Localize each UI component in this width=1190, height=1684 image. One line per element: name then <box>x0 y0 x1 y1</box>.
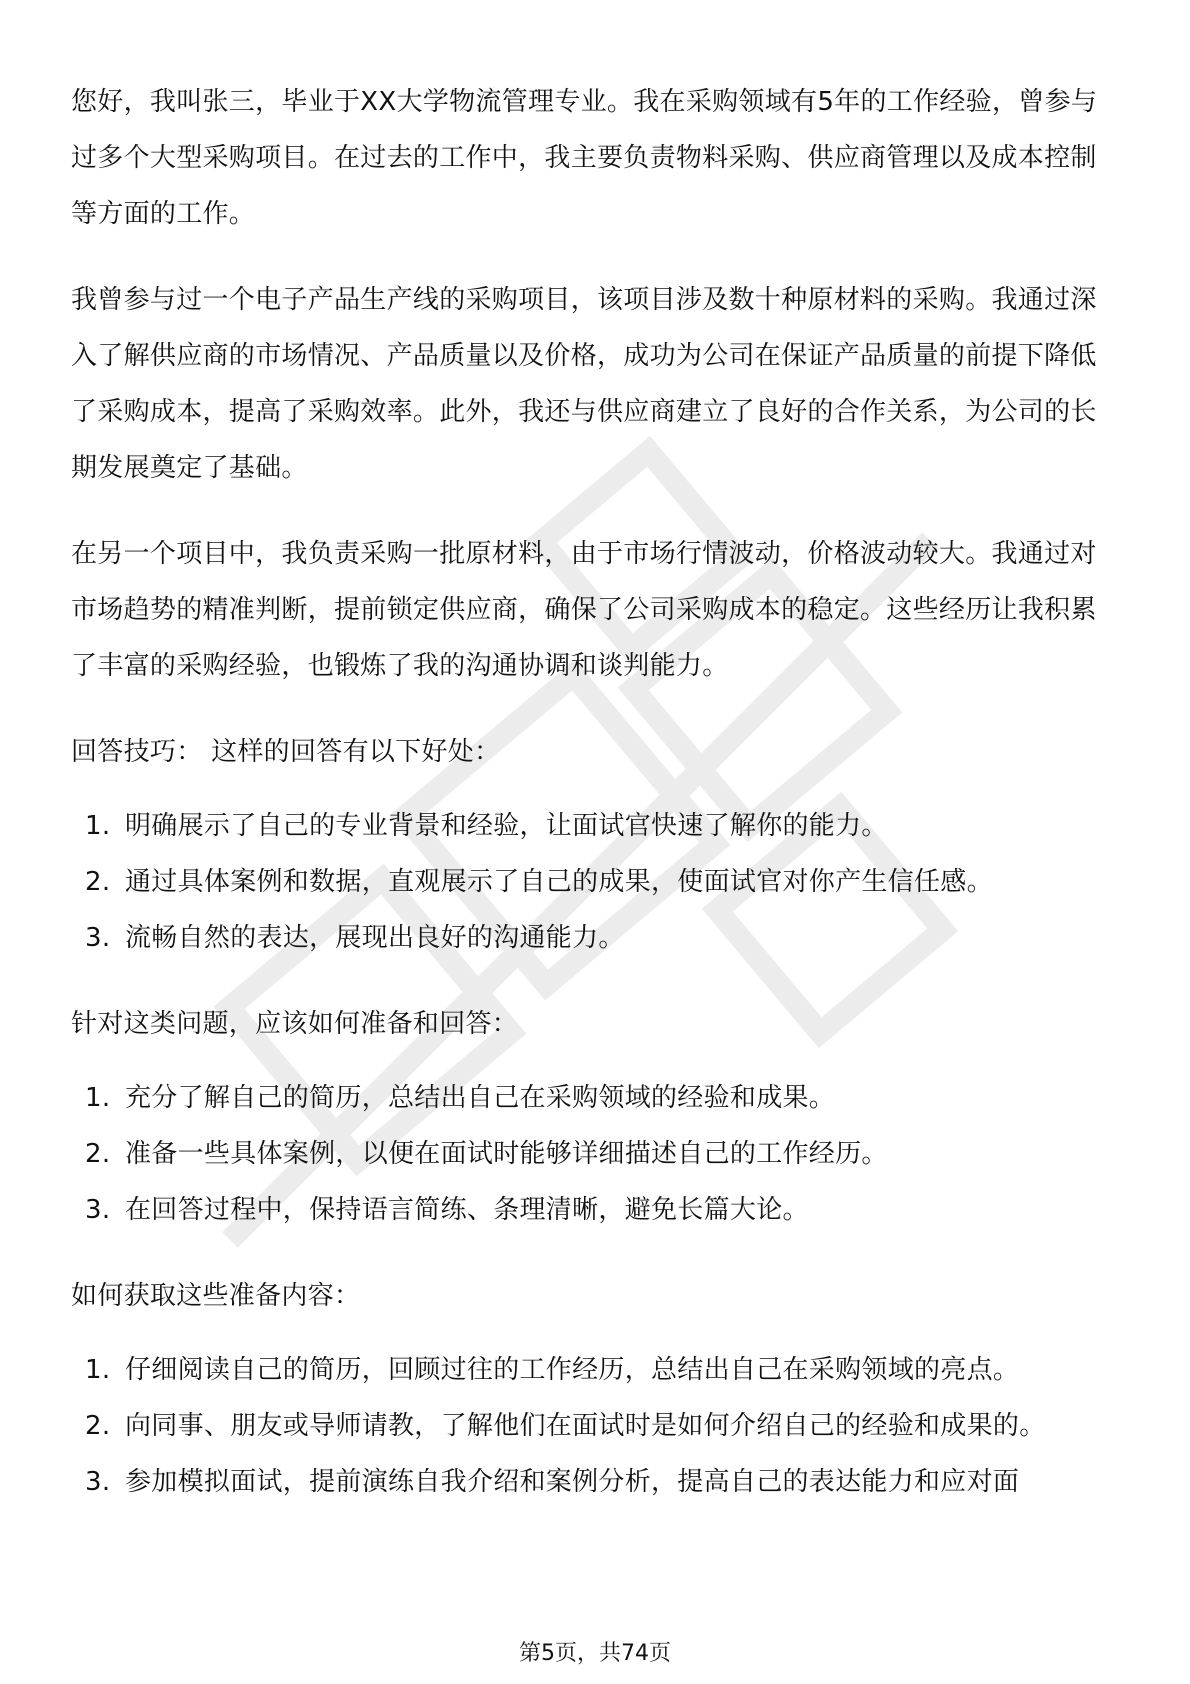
prepare-heading: 针对这类问题，应该如何准备和回答： <box>71 1009 519 1039</box>
list-item: 2. 通过具体案例和数据，直观展示了自己的成果，使面试官对你产生信任感。 <box>85 867 993 897</box>
intro-paragraph: 您好，我叫张三，毕业于XX大学物流管理专业。我在采购领域有5年的工作经验，曾参与过多个大型采购项目。在过去的工作中，我主要负责物料采购、供应商管理以及成本控制等方面的工作。 <box>71 87 1098 229</box>
obtain-heading: 如何获取这些准备内容： <box>71 1281 361 1311</box>
list-item: 2. 向同事、朋友或导师请教，了解他们在面试时是如何介绍自己的经验和成果的。 <box>85 1411 1046 1441</box>
list-item: 3. 流畅自然的表达，展现出良好的沟通能力。 <box>85 923 625 953</box>
list-item: 3. 参加模拟面试，提前演练自我介绍和案例分析，提高自己的表达能力和应对面 <box>85 1467 1020 1497</box>
page-number: 第5页，共74页 <box>519 1641 671 1666</box>
list-item: 2. 准备一些具体案例，以便在面试时能够详细描述自己的工作经历。 <box>85 1139 888 1169</box>
main-content <box>71 74 1121 1510</box>
list-item: 3. 在回答过程中，保持语言简练、条理清晰，避免长篇大论。 <box>85 1195 809 1225</box>
prepare-list <box>71 1070 1121 1238</box>
list-item: 1. 仔细阅读自己的简历，回顾过往的工作经历，总结出自己在采购领域的亮点。 <box>85 1355 1020 1385</box>
second-project-paragraph: 在另一个项目中，我负责采购一批原材料，由于市场行情波动，价格波动较大。我通过对市场趋势的精准判断，提前锁定供应商，确保了公司采购成本的稳定。这些经历让我积累了丰富的采购经验，也锻炼了我的沟通协调和谈判能力。 <box>71 539 1097 681</box>
project-paragraph: 我曾参与过一个电子产品生产线的采购项目，该项目涉及数十种原材料的采购。我通过深入了解供应商的市场情况、产品质量以及价格，成功为公司在保证产品质量的前提下降低了采购成本，提高了采购效率。此外，我还与供应商建立了良好的合作关系，为公司的长期发展奠定了基础。 <box>71 285 1097 483</box>
tips-heading: 回答技巧： 这样的回答有以下好处： <box>71 737 501 767</box>
obtain-list <box>71 1342 1121 1510</box>
tips-list <box>71 798 1121 966</box>
list-item: 1. 明确展示了自己的专业背景和经验，让面试官快速了解你的能力。 <box>85 811 888 841</box>
list-item: 1. 充分了解自己的简历，总结出自己在采购领域的经验和成果。 <box>85 1083 836 1113</box>
